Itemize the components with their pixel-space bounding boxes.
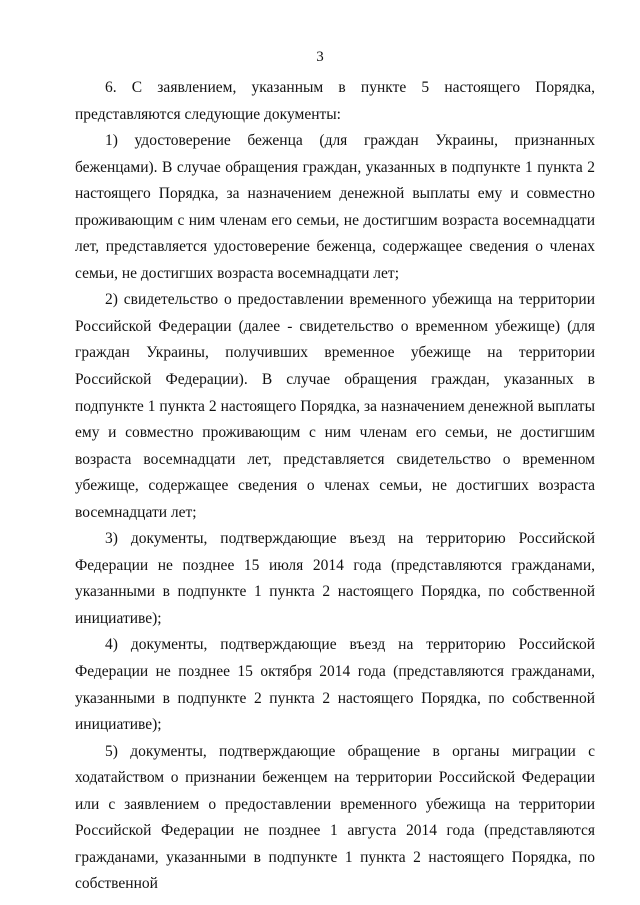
paragraph-subitem-5: 5) документы, подтверждающие обращение в органы миграции с ходатайством о признании беженцем на территории Российской Федерации или с заявлением о предоставлении временного убежища на территории Российской Федерации не позднее 1 августа 2014 года (представляются гражданами, указанными в подпункте 1 пункта 2 настоящего Порядка, по собственной [75, 742, 595, 893]
paragraph-subitem-4: 4) документы, подтверждающие въезд на территорию Российской Федерации не позднее 15 октября 2014 года (представляются гражданами, указанными в подпункте 2 пункта 2 настоящего Порядка, по собственной инициативе); [75, 636, 595, 734]
paragraph-subitem-3: 3) документы, подтверждающие въезд на территорию Российской Федерации не позднее 15 июля 2014 года (представляются гражданами, указанными в подпункте 1 пункта 2 настоящего Порядка, по собственной инициативе); [75, 530, 595, 627]
document-body [75, 75, 595, 898]
paragraph-item-6: 6. С заявлением, указанным в пункте 5 настоящего Порядка, представляются следующие документы: [75, 79, 595, 123]
paragraph-subitem-2: 2) свидетельство о предоставлении временного убежища на территории Российской Федерации (далее - свидетельство о временном убежище) (для граждан Украины, получивших временное убежище на территории Российской Федерации). В случае обращения граждан, указанных в подпункте 1 пункта 2 настоящего Порядка, за назначением денежной выплаты ему и совместно проживающим с ним членам его семьи, не достигшим возраста восемнадцати лет, представляется свидетельство о временном убежище, содержащее сведения о членах семьи, не достигших возраста восемнадцати лет; [75, 291, 595, 521]
page-number: 3 [316, 49, 324, 65]
paragraph-subitem-1: 1) удостоверение беженца (для граждан Украины, признанных беженцами). В случае обращения граждан, указанных в подпункте 1 пункта 2 настоящего Порядка, за назначением денежной выплаты ему и совместно проживающим с ним членам его семьи, не достигшим возраста восемнадцати лет, представляется удостоверение беженца, содержащее сведения о членах семьи, не достигших возраста восемнадцати лет; [75, 132, 595, 282]
